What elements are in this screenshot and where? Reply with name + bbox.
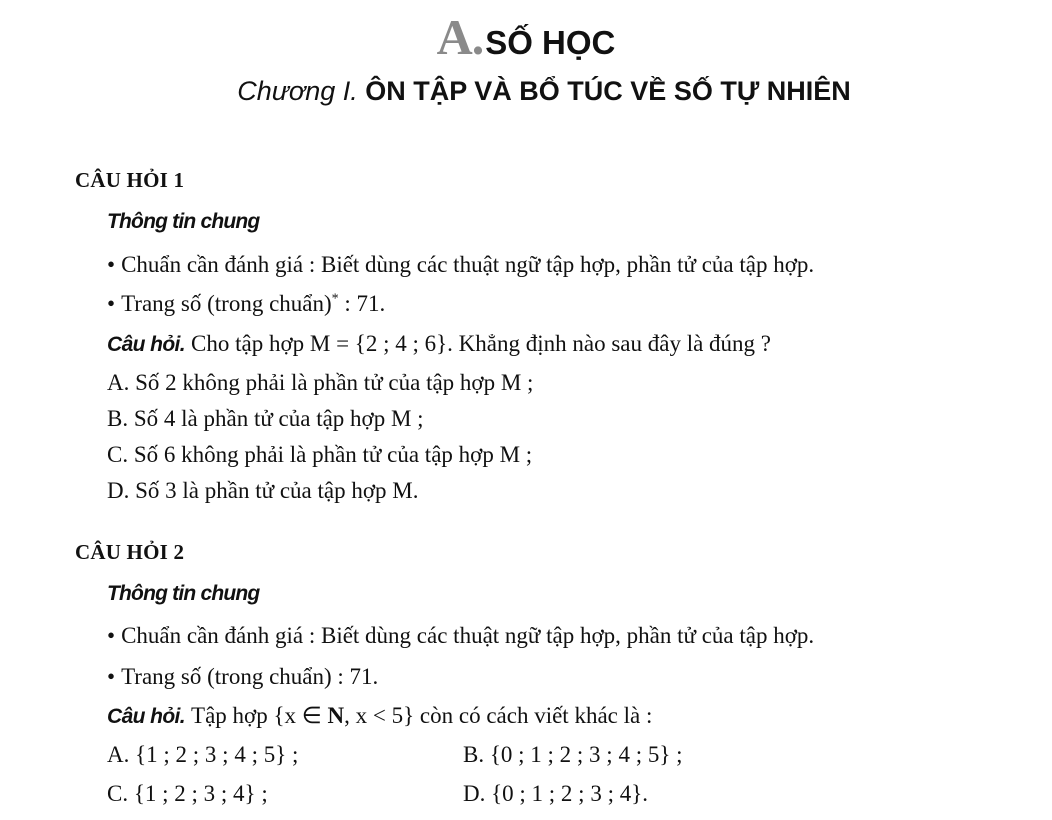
chapter-title [0,76,1052,107]
question-label: Câu hỏi. [107,705,186,728]
question-1-standard [107,252,814,278]
question-2-heading: CÂU HỎI 2 [75,540,185,564]
page-ref-text: Trang số (trong chuẩn) [121,291,332,316]
bullet-icon: • [107,291,116,316]
question-2-option-b: B. {0 ; 1 ; 2 ; 3 ; 4 ; 5} ; [463,742,683,767]
question-label: Câu hỏi. [107,333,186,356]
section-title [0,8,1052,66]
question-2-page-ref [107,664,378,690]
standard-text: Chuẩn cần đánh giá : Biết dùng các thuật ngữ tập hợp, phần tử của tập hợp. [121,252,815,277]
page-ref-text: Trang số (trong chuẩn) : 71. [121,664,379,689]
standard-text: Chuẩn cần đánh giá : Biết dùng các thuật ngữ tập hợp, phần tử của tập hợp. [121,623,815,648]
question-2-option-a: A. {1 ; 2 ; 3 ; 4 ; 5} ; [107,742,299,767]
footnote-mark: * [331,291,339,307]
question-text: Cho tập hợp M = {2 ; 4 ; 6}. Khẳng định nào sau đây là đúng ? [191,331,772,356]
question-1-option-b: B. Số 4 là phần tử của tập hợp M ; [107,406,424,431]
question-1-heading: CÂU HỎI 1 [75,168,185,192]
bullet-icon: • [107,664,116,689]
question-1-option-d: D. Số 3 là phần tử của tập hợp M. [107,478,419,503]
question-text-pre: Tập hợp {x ∈ [191,703,328,728]
chapter-label: Chương I. [237,76,358,106]
question-2-prompt [107,703,652,729]
question-1-option-c: C. Số 6 không phải là phần tử của tập hợp M ; [107,442,533,467]
chapter-name: ÔN TẬP VÀ BỔ TÚC VỀ SỐ TỰ NHIÊN [365,76,851,106]
question-1-prompt [107,331,771,357]
question-1-page-ref [107,291,385,317]
question-2-option-c: C. {1 ; 2 ; 3 ; 4} ; [107,781,268,806]
question-text-post: , x < 5} còn có cách viết khác là : [344,703,653,728]
question-1-info-heading: Thông tin chung [107,210,260,233]
question-2-info-heading: Thông tin chung [107,582,260,605]
question-1-option-a: A. Số 2 không phải là phần tử của tập hợp M ; [107,370,534,395]
natural-numbers-symbol: N [327,703,345,728]
bullet-icon: • [107,252,116,277]
section-title-text: SỐ HỌC [485,24,616,61]
question-2-standard [107,623,814,649]
question-2-option-d: D. {0 ; 1 ; 2 ; 3 ; 4}. [463,781,648,806]
page-ref-value: : 71. [338,291,386,316]
section-letter: A. [436,9,484,65]
bullet-icon: • [107,623,116,648]
